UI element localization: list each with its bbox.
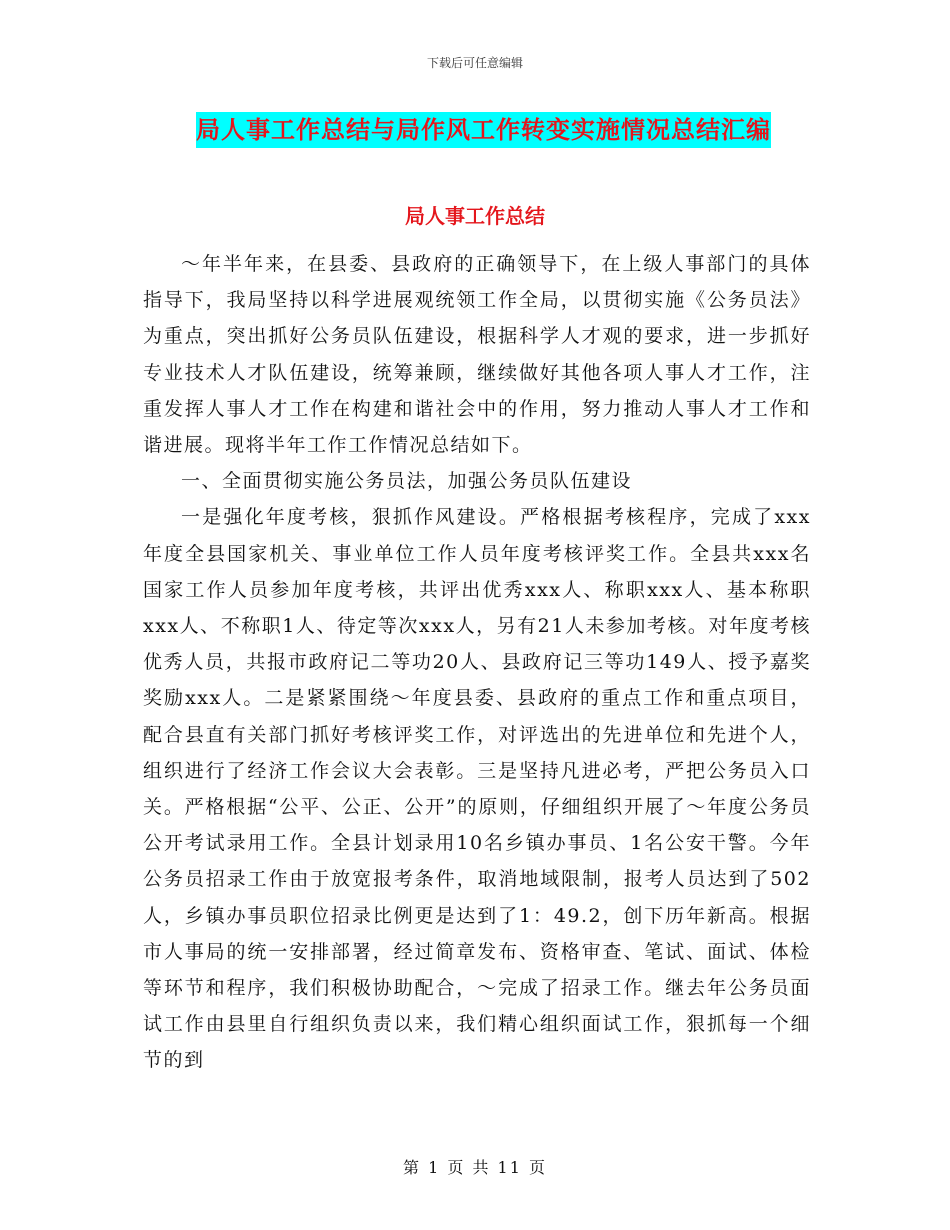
section-title: 局人事工作总结 [405,204,545,228]
body-text [143,246,811,1079]
paragraph-details: 一是强化年度考核，狠抓作风建设。严格根据考核程序，完成了xxx年度全县国家机关、事业单位工作人员年度考核评奖工作。全县共xxx名国家工作人员参加年度考核，共评出优秀xxx人、称职xxx人、基本称职xxx人、不称职1人、待定等次xxx人，另有21人未参加考核。对年度考核优秀人员，共报市政府记二等功20人、县政府记三等功149人、授予嘉奖奖励xxx人。二是紧紧围绕～年度县委、县政府的重点工作和重点项目，配合县直有关部门抓好考核评奖工作，对评选出的先进单位和先进个人，组织进行了经济工作会议大会表彰。三是坚持凡进必考，严把公务员入口关。严格根据“公平、公正、公开”的原则，仔细组织开展了～年度公务员公开考试录用工作。全县计划录用10名乡镇办事员、1名公安干警。今年公务员招录工作由于放宽报考条件，取消地域限制，报考人员达到了502人，乡镇办事员职位招录比例更是达到了1：49.2，创下历年新高。根据市人事局的统一安排部署，经过简章发布、资格审查、笔试、面试、体检等环节和程序，我们积极协助配合，～完成了招录工作。继去年公务员面试工作由县里自行组织负责以来，我们精心组织面试工作，狠抓每一个细节的到 [143,506,811,1072]
paragraph-intro: ～年半年来，在县委、县政府的正确领导下，在上级人事部门的具体指导下，我局坚持以科学进展观统领工作全局，以贯彻实施《公务员法》为重点，突出抓好公务员队伍建设，根据科学人才观的要求，进一步抓好专业技术人才队伍建设，统筹兼顾，继续做好其他各项人事人才工作，注重发挥人事人才工作在构建和谐社会中的作用，努力推动人事人才工作和谐进展。现将半年工作工作情况总结如下。 [143,253,811,457]
page-footer: 第 1 页 共 11 页 [403,1158,547,1177]
document-title: 局人事工作总结与局作风工作转变实施情况总结汇编 [196,112,771,148]
header-note: 下载后可任意编辑 [426,56,523,70]
paragraph-heading-1: 一、全面贯彻实施公务员法，加强公务员队伍建设 [181,470,633,493]
